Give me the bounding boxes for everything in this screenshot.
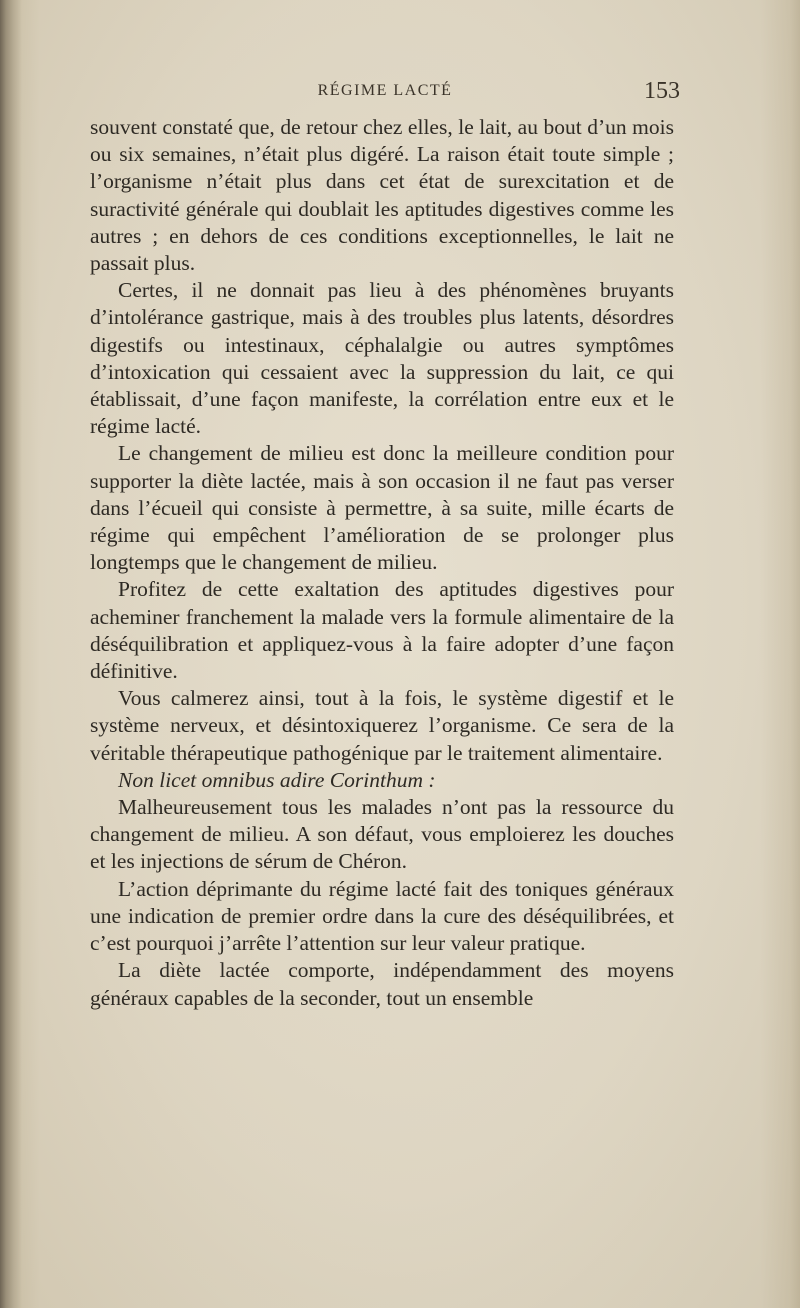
paragraph-5: Vous calmerez ainsi, tout à la fois, le système digestif et le système nerveux, et désintoxiquerez l’organisme. Ce sera de la véritable thérapeutique pathogénique par le traitement alimentaire.	[90, 686, 674, 765]
paragraph-1: souvent constaté que, de retour chez elles, le lait, au bout d’un mois ou six semaines, n’était plus digéré. La raison était toute simple ; l’organisme n’était plus dans cet état de surexcitation et de suractivité générale qui doublait les aptitudes digestives comme les autres ; en dehors de ces conditions exceptionnelles, le lait ne passait plus.	[90, 115, 674, 276]
paragraph-7: Malheureusement tous les malades n’ont pas la ressource du changement de milieu. A son défaut, vous emploierez les douches et les injections de sérum de Chéron.	[90, 795, 674, 874]
running-head: RÉGIME LACTÉ	[317, 82, 453, 99]
page-header	[90, 78, 680, 108]
paragraph-4: Profitez de cette exaltation des aptitudes digestives pour acheminer franchement la malade vers la formule alimentaire de la déséquilibration et appliquez-vous à la faire adopter d’une façon définitive.	[90, 577, 674, 684]
page-spine-shadow	[0, 0, 22, 1308]
paragraph-3: Le changement de milieu est donc la meilleure condition pour supporter la diète lactée, mais à son occasion il ne faut pas verser dans l’écueil qui consiste à permettre, à sa suite, mille écarts de régime qui empêchent l’amélioration de se prolonger plus longtemps que le changement de milieu.	[90, 441, 674, 575]
paragraph-2: Certes, il ne donnait pas lieu à des phénomènes bruyants d’intolérance gastrique, mais à des troubles plus latents, désordres digestifs ou intestinaux, céphalalgie ou autres symptômes d’intoxication qui cessaient avec la suppression du lait, ce qui établissait, d’une façon manifeste, la corrélation entre eux et le régime lacté.	[90, 278, 674, 439]
latin-quotation: Non licet omnibus adire Corinthum :	[118, 767, 436, 792]
paragraph-8: L’action déprimante du régime lacté fait des toniques généraux une indication de premier ordre dans la cure des déséquilibrées, et c’est pourquoi j’arrête l’attention sur leur valeur pratique.	[90, 876, 674, 956]
page-number: 153	[644, 78, 680, 104]
body-text	[90, 114, 674, 1012]
paragraph-9: La diète lactée comporte, indépendamment des moyens généraux capables de la seconder, tout un ensemble	[90, 958, 674, 1010]
